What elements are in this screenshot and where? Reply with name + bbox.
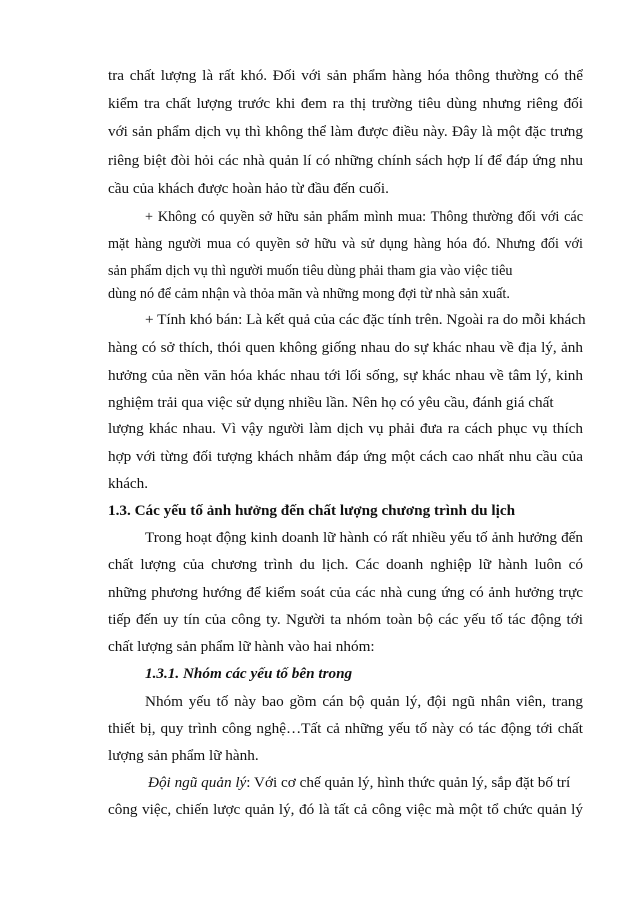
text-line: kiểm tra chất lượng trước khi đem ra thị trường tiêu dùng nhưng riêng đối xyxy=(108,95,583,112)
text-line: + Không có quyền sở hữu sản phẩm mình mua: Thông thường đối với các xyxy=(145,209,583,225)
text-line: + Tính khó bán: Là kết quả của các đặc tính trên. Ngoài ra do mỗi khách xyxy=(145,311,586,328)
text-line: lượng sản phẩm lữ hành. xyxy=(108,747,259,764)
text-line: lượng khác nhau. Vì vậy người làm dịch vụ phải đưa ra cách phục vụ thích xyxy=(108,420,583,437)
text-line xyxy=(148,773,583,793)
text-line: tiếp đến uy tín của công ty. Người ta nhóm toàn bộ các yếu tố tác động tới xyxy=(108,611,583,628)
text-line: dùng nó để cảm nhận và thỏa mãn và những mong đợi từ nhà sản xuất. xyxy=(108,286,510,302)
text-line: hưởng của nền văn hóa khác nhau tới lối sống, sự khác nhau về tâm lý, kinh xyxy=(108,367,583,384)
text-line: những phương hướng để kiểm soát của các nhà cung ứng có ảnh hưởng trực xyxy=(108,584,583,601)
text-line: với sản phẩm dịch vụ thì không thể làm được điều này. Đây là một đặc trưng xyxy=(108,123,583,140)
text-line: Trong hoạt động kinh doanh lữ hành có rất nhiều yếu tố ảnh hưởng đến xyxy=(145,529,583,546)
text-line: chất lượng của chương trình du lịch. Các doanh nghiệp lữ hành luôn có xyxy=(108,556,583,573)
text-line: tra chất lượng là rất khó. Đối với sản phẩm hàng hóa thông thường có thể xyxy=(108,67,583,84)
term-italic: Đội ngũ quản lý xyxy=(148,774,247,791)
text-line: công việc, chiến lược quản lý, đó là tất cả công việc mà một tổ chức quản lý xyxy=(108,801,583,818)
text-line: thiết bị, quy trình công nghệ…Tất cả những yếu tố này có tác động tới chất xyxy=(108,720,583,737)
text-line: chất lượng sản phẩm lữ hành vào hai nhóm: xyxy=(108,638,375,655)
text-line: riêng biệt đòi hỏi các nhà quản lí có những chính sách hợp lí để đáp ứng nhu xyxy=(108,152,583,169)
text-line: Nhóm yếu tố này bao gồm cán bộ quản lý, đội ngũ nhân viên, trang xyxy=(145,693,583,710)
text-line: mặt hàng người mua có quyền sở hữu và sử dụng hàng hóa đó. Nhưng đối với xyxy=(108,236,583,252)
text-line: nghiệm trải qua việc sử dụng nhiều lần. Nên họ có yêu cầu, đánh giá chất xyxy=(108,394,554,411)
subsection-heading: 1.3.1. Nhóm các yếu tố bên trong xyxy=(145,665,353,682)
text-line: hợp với từng đối tượng khách nhằm đáp ứng một cách cao nhất nhu cầu của xyxy=(108,448,583,465)
section-heading: 1.3. Các yếu tố ảnh hưởng đến chất lượng chương trình du lịch xyxy=(108,502,516,519)
text-line: khách. xyxy=(108,475,149,492)
term-definition: : Với cơ chế quản lý, hình thức quản lý, sắp đặt bố trí xyxy=(246,774,571,791)
text-line: cầu của khách được hoàn hảo từ đầu đến cuối. xyxy=(108,180,389,197)
text-line: hàng có sở thích, thói quen không giống nhau do sự khác nhau về địa lý, ảnh xyxy=(108,339,583,356)
text-line: sản phẩm dịch vụ thì người muốn tiêu dùng phải tham gia vào việc tiêu xyxy=(108,263,513,279)
